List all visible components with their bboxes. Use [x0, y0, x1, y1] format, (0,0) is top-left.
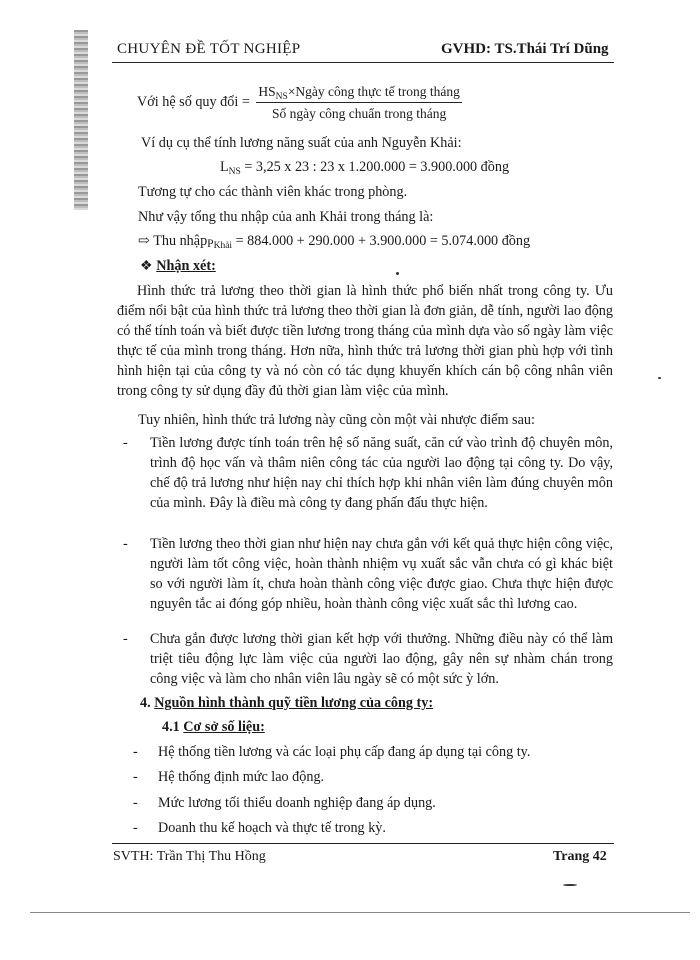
footer-author: SVTH: Trần Thị Thu Hồng [113, 849, 266, 864]
data-source-item-2: - Hệ thống định mức lao động. [133, 769, 325, 785]
diamond-bullet-icon: ❖ [140, 258, 153, 274]
formula-line [137, 83, 462, 122]
similar-line: Tương tự cho các thành viên khác trong phòng. [138, 184, 408, 200]
total-intro-line: Như vậy tổng thu nhập của anh Khải trong tháng là: [138, 209, 434, 225]
scan-speck [563, 884, 577, 886]
section-4-1-heading: 4.1 Cơ sở số liệu: [162, 719, 265, 735]
scan-bottom-line [30, 912, 690, 913]
formula-denominator: Số ngày công chuẩn trong tháng [271, 106, 447, 121]
section-4-heading: 4. Nguồn hình thành quỹ tiền lương của công ty: [140, 695, 434, 711]
formula-fraction [256, 83, 461, 122]
paragraph-1: Hình thức trả lương theo thời gian là hình thức phổ biến nhất trong công ty. Ưu điểm nổi bật của hình thức trả lương theo thời gian là đơn giản, dễ tính, người lao động có thể tính toán và biết được tiền lương trong tháng của mình dựa vào số ngày làm việc thực tế của mình trong tháng. Hơn nữa, hình thức trả lương thời gian phù hợp với tình hình hiện tại của công ty và nó còn có tác dụng khuyến khích cán bộ công nhân viên trong công ty sử dụng đầy đủ thời gian làm việc của mình. [117, 283, 613, 399]
header-advisor: GVHD: TS.Thái Trí Dũng [441, 41, 609, 57]
data-source-item-1: - Hệ thống tiền lương và các loại phụ cấp đang áp dụng tại công ty. [133, 744, 531, 760]
drawback-item-3: - Chưa gắn được lương thời gian kết hợp với thưởng. Những điều này có thể làm triệt tiêu động lực làm việc của người lao động, gây nên sự nhàm chán trong công việc và làm cho nhân viên lâu ngày sẽ có một sức ỳ lớn. [123, 631, 613, 687]
arrow-right-icon: ⇨ [138, 233, 150, 249]
example-line: Ví dụ cụ thể tính lương năng suất của anh Nguyễn Khải: [141, 135, 462, 151]
remark-heading: ❖ Nhận xét: [140, 258, 216, 274]
drawback-item-2: - Tiền lương theo thời gian như hiện nay chưa gắn với kết quả thực hiện công việc, người làm tốt công việc, hoàn thành nhiệm vụ xuất sắc vẫn chưa có gì khác biệt so với người làm ít, chưa hoàn thành công việc được giao. Chưa thực hiện được nguyên tắc ai đóng góp nhiều, hoàn thành công việc xuất sắc thì lương cao. [123, 536, 613, 612]
data-source-item-4: - Doanh thu kế hoạch và thực tế trong kỳ. [133, 820, 386, 836]
income-line: ⇨ Thu nhậpP$_{Khải}$ = 884.000 + 290.000 + 3.900.000 = 5.074.000 đồng [138, 233, 531, 251]
scan-speck [658, 377, 661, 379]
footer-divider [112, 843, 614, 844]
lns-formula: $L_{NS} = 3,25$ x 23 : 23 x 1.200.000 = 3.900.000 đồng [220, 159, 510, 177]
formula-numerator: $HS_{NS}\times Ngày$ công thực tế trong tháng [258, 84, 460, 102]
paragraph-2: Tuy nhiên, hình thức trả lương này cũng còn một vài nhược điểm sau: [138, 412, 535, 428]
data-source-item-3: - Mức lương tối thiểu doanh nghiệp đang áp dụng. [133, 795, 436, 811]
header-title: CHUYÊN ĐỀ TỐT NGHIỆP [117, 41, 301, 57]
formula-prefix: Với hệ số quy đổi = [137, 93, 250, 110]
page-number: Trang 42 [553, 849, 607, 864]
header-divider [112, 62, 614, 63]
scan-speck [396, 272, 399, 275]
scan-edge-shadow [74, 30, 88, 210]
drawback-item-1: - Tiền lương được tính toán trên hệ số năng suất, căn cứ vào trình độ chuyên môn, trình độ học vấn và thâm niên công tác của người lao động tại công ty. Do vậy, chế độ trả lương như hiện nay chỉ thích hợp khi nhân viên làm đúng chuyên môn của mình. Đây là điều mà công ty đang phấn đấu thực hiện. [123, 435, 613, 511]
